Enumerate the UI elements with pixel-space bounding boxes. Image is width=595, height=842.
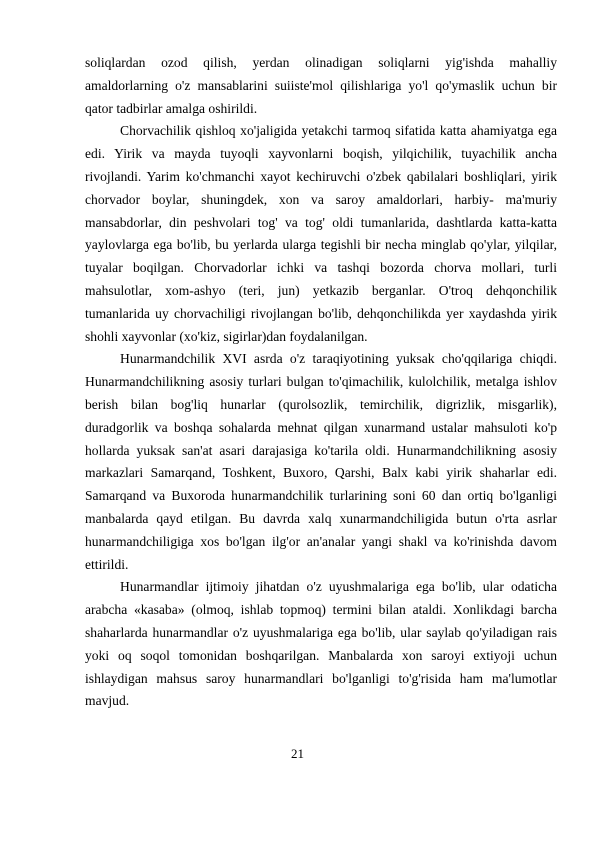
page-number: 21 xyxy=(291,746,304,761)
paragraph-4: Hunarmandlar ijtimoiy jihatdan o'z uyushmalariga ega bo'lib, ular odaticha arabcha «kasaba» (olmoq, ishlab topmoq) termini bilan ataldi. Xonlikdagi barcha shaharlarda hunarmandlar o'z uyushmalariga ega bo'lib, ular saylab qo'yiladigan rais yoki oq soqol tomonidan boshqarilgan. Manbalarda xon saroyi extiyoji uchun ishlaydigan mahsus saroy hunarmandlari bo'lganligi to'g'risida ham ma'lumotlar mavjud. xyxy=(85,579,557,709)
paragraph-2: Chorvachilik qishloq xo'jaligida yetakchi tarmoq sifatida katta ahamiyatga ega edi. Yirik va mayda tuyoqli xayvonlarni boqish, yilqichilik, tuyachilik ancha rivojlandi. Yarim ko'chmanchi xayot kechiruvchi o'zbek qabilalari boshliqlari, yirik chorvador boylar, shuningdek, xon va saroy amaldorlari, harbiy- ma'muriy mansabdorlar, din peshvolari tog' va tog' oldi tumanlarida, dashtlarda katta-katta yaylovlarga ega bo'lib, bu yerlarda ularga tegishli bir necha minglab qo'ylar, yilqilar, tuyalar boqilgan. Chorvadorlar ichki va tashqi bozorda chorva mollari, turli mahsulotlar, xom-ashyo (teri, jun) yetkazib berganlar. O'troq dehqonchilik tumanlarida uy chorvachiligi rivojlangan bo'lib, dehqonchilikda yer xaydashda yirik shohli xayvonlar (xo'kiz, sigirlar)dan foydalanilgan. xyxy=(85,123,557,344)
paragraph-1: soliqlardan ozod qilish, yerdan olinadigan soliqlarni yig'ishda mahalliy amaldorlarning o'z mansablarini suiiste'mol qilishlariga yo'l qo'ymaslik uchun bir qator tadbirlar amalga oshirildi. xyxy=(85,55,557,116)
paragraph-3: Hunarmandchilik XVI asrda o'z taraqiyotining yuksak cho'qqilariga chiqdi. Hunarmandchilikning asosiy turlari bulgan to'qimachilik, kulolchilik, metalga ishlov berish bilan bog'liq hunarlar (qurolsozlik, temirchilik, digrizlik, misgarlik), duradgorlik va boshqa sohalarda mehnat qilgan xunarmand ustalar mahsuloti ko'p hollarda yuksak san'at asari darajasiga ko'tarila oldi. Hunarmandchilikning asosiy markazlari Samarqand, Toshkent, Buxoro, Qarshi, Balx kabi yirik shaharlar edi. Samarqand va Buxoroda hunarmandchilik turlarining soni 60 dan ortiq bo'lganligi manbalarda qayd etilgan. Bu davrda xalq xunarmandchiligida butun o'rta asrlar hunarmandchiligiga xos bo'lgan ilg'or an'analar yangi shakl va ko'rinishda davom ettirildi. xyxy=(85,351,557,572)
document-body xyxy=(85,52,557,713)
